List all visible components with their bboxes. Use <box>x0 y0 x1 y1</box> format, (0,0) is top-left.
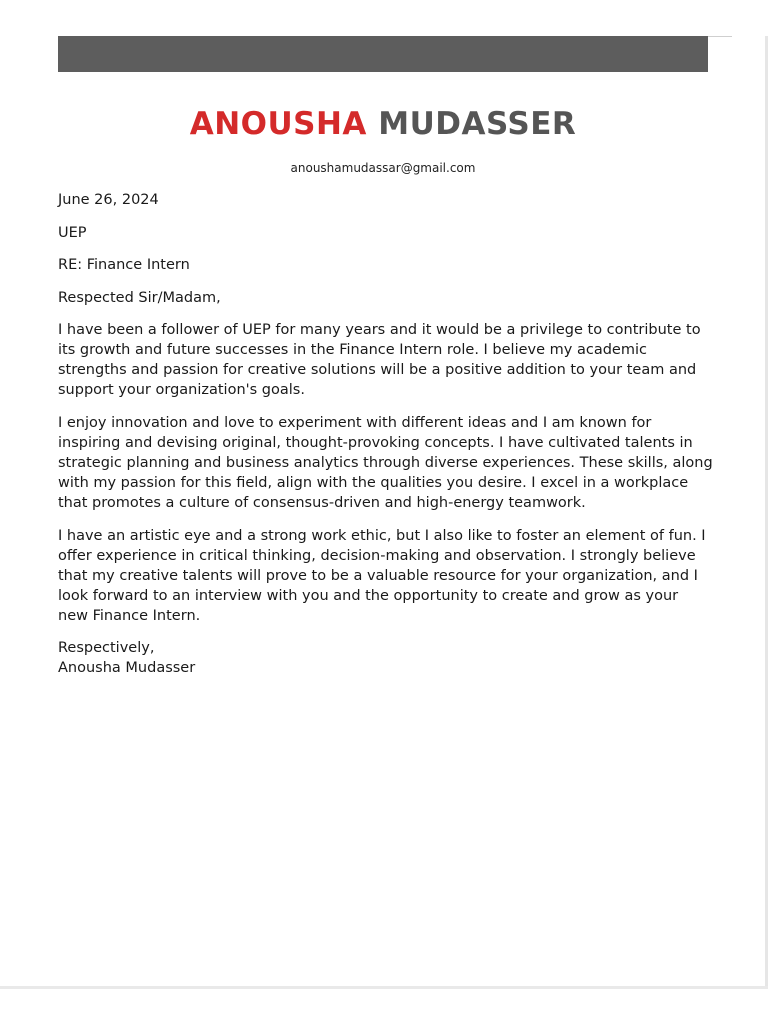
paragraph-line: I enjoy innovation and love to experiment with different ideas and I am known for <box>58 415 652 431</box>
paragraph-line: offer experience in critical thinking, decision-making and observation. I strongly believe <box>58 548 696 564</box>
letter-signature: Anousha Mudasser <box>58 660 196 676</box>
letter-salutation: Respected Sir/Madam, <box>58 290 221 306</box>
paragraph-line: I have an artistic eye and a strong work ethic, but I also like to foster an element of fun. I <box>58 528 706 544</box>
letter-paragraph-3 <box>58 526 718 626</box>
letter-date: June 26, 2024 <box>58 192 159 208</box>
page-edge-bottom <box>0 986 768 989</box>
letter-subject: RE: Finance Intern <box>58 257 190 273</box>
paragraph-line: its growth and future successes in the Finance Intern role. I believe my academic <box>58 342 647 358</box>
applicant-name <box>58 104 708 144</box>
letter-closing: Respectively, <box>58 640 155 656</box>
letter-paragraph-1 <box>58 320 718 400</box>
paragraph-line: strengths and passion for creative solutions will be a positive addition to your team and <box>58 362 697 378</box>
paragraph-line: new Finance Intern. <box>58 608 201 624</box>
paragraph-line: look forward to an interview with you and the opportunity to create and grow as your <box>58 588 679 604</box>
applicant-email: anoushamudassar@gmail.com <box>290 161 476 175</box>
paragraph-line: that my creative talents will prove to be a valuable resource for your organization, and I <box>58 568 698 584</box>
letter-paragraph-2 <box>58 413 718 513</box>
paragraph-line: strategic planning and business analytics through diverse experiences. These skills, along <box>58 455 713 471</box>
paragraph-line: that promotes a culture of consensus-driven and high-energy teamwork. <box>58 495 586 511</box>
paragraph-line: with my passion for this field, align with the qualities you desire. I excel in a workplace <box>58 475 689 491</box>
header-rule <box>708 36 732 37</box>
paragraph-line: inspiring and devising original, thought-provoking concepts. I have cultivated talents in <box>58 435 693 451</box>
paragraph-line: support your organization's goals. <box>58 382 305 398</box>
letter-recipient: UEP <box>58 225 87 241</box>
paragraph-line: I have been a follower of UEP for many years and it would be a privilege to contribute to <box>58 322 701 338</box>
header-bar <box>58 36 708 72</box>
applicant-last-name: MUDASSER <box>378 106 577 142</box>
applicant-first-name: ANOUSHA <box>189 106 367 142</box>
